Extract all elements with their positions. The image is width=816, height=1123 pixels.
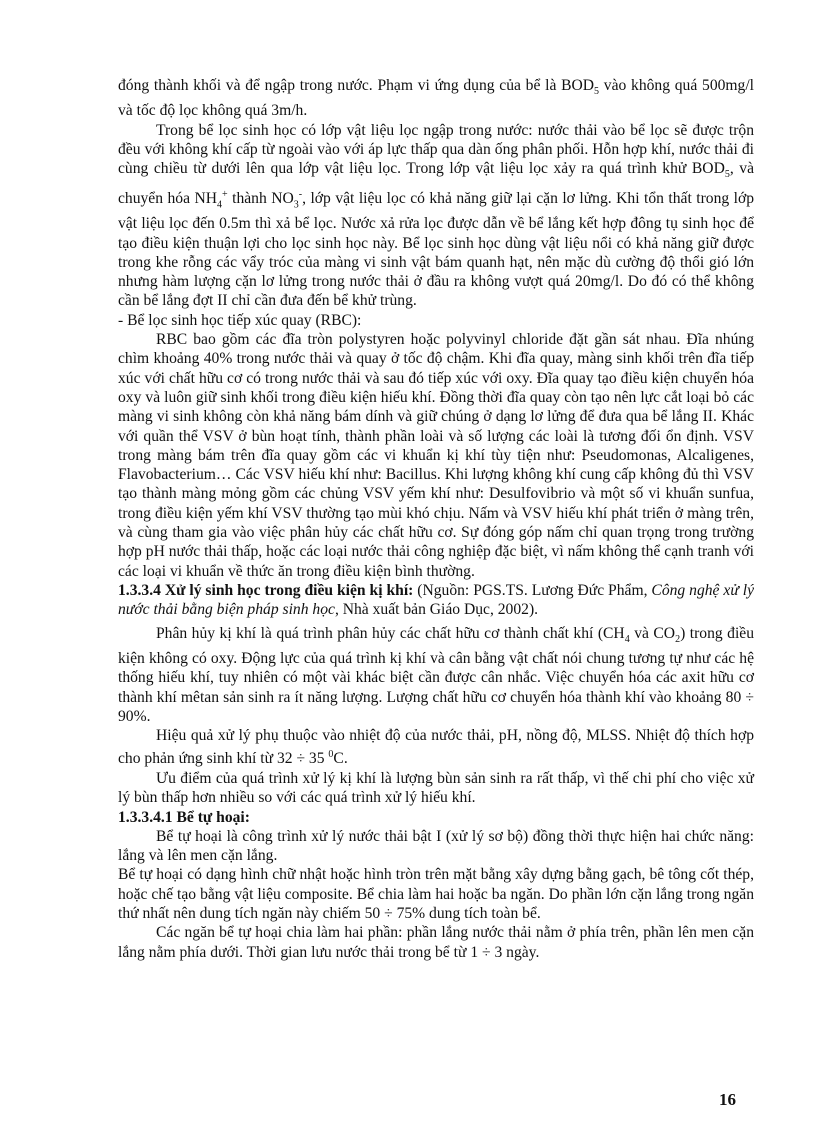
text-run: 1.3.3.4 Xử lý sinh học trong điều kiện kị khí: (118, 581, 414, 599)
paragraph-p10 (118, 827, 754, 866)
text-run: + (222, 188, 228, 200)
paragraph-p4 (118, 330, 754, 581)
page-number: 16 (719, 1090, 736, 1109)
text-run: vào không quá 500mg/l và tốc độ lọc không quá 3m/h. (118, 77, 754, 120)
text-run: 1.3.3.4.1 Bể tự hoại: (118, 808, 250, 826)
text-run: - Bể lọc sinh học tiếp xúc quay (RBC): (118, 311, 362, 329)
text-run: 5 (724, 169, 730, 181)
text-run: Công nghệ xử lý nước thải bằng biện pháp sinh học (118, 581, 755, 619)
paragraph-p1 (118, 76, 754, 121)
text-run: 0 (328, 749, 334, 761)
paragraph-p11 (118, 865, 754, 923)
text-run: (Nguồn: PGS.TS. Lương Đức Phẩm, (413, 581, 652, 599)
text-run: Các ngăn bể tự hoại chia làm hai phần: phần lắng nước thải nằm ở phía trên, phần lên men cặn lắng nằm phía dưới. Thời gian lưu nước thải trong bể từ 1 ÷ 3 ngày. (118, 924, 754, 961)
paragraph-p7 (118, 726, 754, 769)
text-run: , và chuyển hóa NH (118, 160, 755, 207)
text-run: 5 (594, 86, 600, 98)
text-run: RBC bao gồm các đĩa tròn polystyren hoặc polyvinyl chloride đặt gần sát nhau. Đĩa nhúng chìm khoảng 40% trong nước thải và quay ở tốc độ chậm. Khi đĩa quay, màng sinh khối trên đĩa tiếp xúc với chất hữu cơ có trong nước thải và sau đó tiếp xúc với oxy. Đĩa quay tạo điều kiện chuyển hóa oxy và luôn giữ sinh khối trong điều kiện hiếu khí. Đồng thời đĩa quay còn tạo nên lực cắt loại bỏ các màng vi sinh không còn khả năng bám dính và giữ chúng ở dạng lơ lửng để đưa qua bể lắng II. Khác với quần thể VSV ở bùn hoạt tính, thành phần loài và số lượng các loài là tương đối ổn định. VSV trong màng bám trên đĩa quay gồm các vi khuẩn kị khí tùy tiện như: Pseudomonas, Alcaligenes, Flavobacterium… Các VSV hiếu khí như: Bacillus. Khi lượng không khí cung cấp không đủ thì VSV tạo thành màng mỏng gồm các chủng VSV yếm khí như: Desulfovibrio và một số vi khuẩn sunfua, trong điều kiện yếm khí VSV thường tạo mùi khó chịu. Nấm và VSV hiếu khí phát triển ở màng trên, và cùng tham gia vào việc phân hủy các chất hữu cơ. Sự đóng góp nấm chỉ quan trọng trong trường hợp pH nước thải thấp, hoặc các loại nước thải công nghiệp đặc biệt, vì nấm không thể cạnh tranh với các loại vi khuẩn về thức ăn trong điều kiện bình thường. (118, 331, 754, 580)
text-run: Hiệu quả xử lý phụ thuộc vào nhiệt độ của nước thải, pH, nồng độ, MLSS. Nhiệt độ thích hợp cho phản ứng sinh khí từ 32 ÷ 35 (118, 727, 754, 768)
text-run: , lớp vật liệu lọc có khả năng giữ lại cặn lơ lửng. Khi tổn thất trong lớp vật liệu lọc đến 0.5m thì xả bể lọc. Nước xả rửa lọc được dẫn về bể lắng kết hợp đông tụ sinh học để tạo điều kiện thuận lợi cho lọc sinh học này. Bể lọc sinh học dùng vật liệu nổi có khả năng giữ được trong khe rỗng các vẩy tróc của màng vi sinh vật bám quanh hạt, nên mặc dù cường độ thổi gió lớn nhưng hàm lượng cặn lơ lửng trong nước thải ở đầu ra không vượt quá 20mg/l. Do đó có thể không cần bể lắng đợt II chỉ cần đưa đến bể khử trùng. (118, 189, 755, 310)
text-run: 2 (675, 633, 681, 645)
text-run: Ưu điểm của quá trình xử lý kị khí là lượng bùn sản sinh ra rất thấp, vì thế chi phí cho việc xử lý bùn thấp hơn nhiều so với các quá trình xử lý hiếu khí. (118, 769, 754, 807)
text-run: thành NO (227, 189, 294, 207)
text-run: và CO (629, 624, 676, 642)
paragraph-p5 (118, 581, 754, 620)
text-run: 3 (293, 199, 299, 210)
text-run: 4 (624, 633, 630, 645)
body-text (118, 76, 754, 962)
paragraph-p8 (118, 769, 754, 808)
paragraph-p12 (118, 923, 754, 962)
paragraph-p2 (118, 121, 754, 311)
text-run: Phân hủy kị khí là quá trình phân hủy các chất hữu cơ thành chất khí (CH (156, 624, 625, 642)
text-run: đóng thành khối và để ngập trong nước. Phạm vi ứng dụng của bể là BOD (118, 77, 595, 94)
text-run: , Nhà xuất bản Giáo Dục, 2002). (334, 601, 539, 619)
text-run: Bể tự hoại có dạng hình chữ nhật hoặc hình tròn trên mặt bằng xây dựng bằng gạch, bê tông cốt thép, hoặc chế tạo bằng vật liệu composite. Bể chia làm hai hoặc ba ngăn. Do phần lớn cặn lắng trong ngăn thứ nhất nên dung tích ngăn này chiếm 50 ÷ 75% dung tích toàn bể. (118, 866, 754, 922)
text-run: - (298, 188, 303, 200)
text-run: ) trong điều kiện không có oxy. Động lực của quá trình kị khí và cân bằng vật chất nói chung tương tự như các hệ thống hiếu khí, tuy nhiên có một vài khác biệt cần được cân nhắc. Việc chuyển hóa các axit hữu cơ thành khí mêtan sản sinh ra ít năng lượng. Lượng chất hữu cơ chuyển hóa thành khí vào khoảng 80 ÷ 90%. (118, 624, 754, 725)
paragraph-p6 (118, 624, 754, 727)
text-run: Trong bể lọc sinh học có lớp vật liệu lọc ngập trong nước: nước thải vào bể lọc sẽ được trộn đều với không khí cấp từ ngoài vào với áp lực thấp qua dàn ống phân phối. Hỗn hợp khí, nước thải đi cùng chiều từ dưới lên qua lớp vật liệu lọc. Trong lớp vật liệu lọc xảy ra quá trình khử BOD (118, 121, 754, 178)
text-run: C. (333, 750, 348, 768)
paragraph-p9 (118, 808, 754, 827)
paragraph-p3 (118, 311, 754, 330)
text-run: Bể tự hoại là công trình xử lý nước thải bật I (xử lý sơ bộ) đồng thời thực hiện hai chức năng: lắng và lên men cặn lắng. (118, 827, 754, 865)
text-run: 4 (217, 199, 223, 210)
